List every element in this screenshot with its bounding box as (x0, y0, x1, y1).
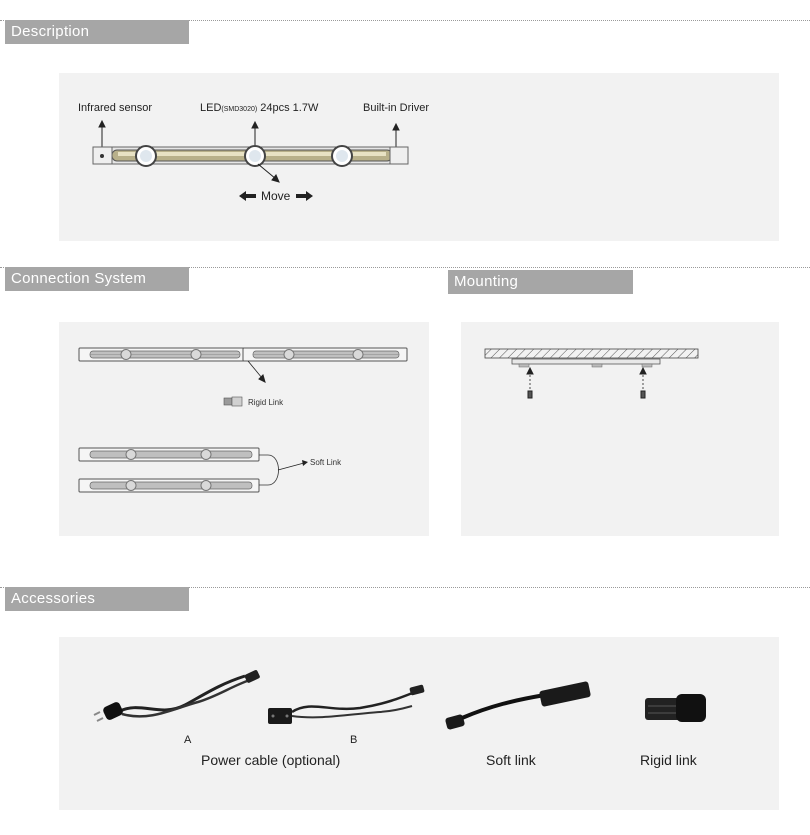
infrared-sensor-label: Infrared sensor (78, 102, 152, 114)
accessory-a-label: A (184, 734, 192, 746)
led-model: (SMD3020) (221, 106, 258, 113)
power-cable-a (94, 669, 260, 721)
built-in-driver-label: Built-in Driver (363, 102, 430, 114)
rigid-link-accessory-label: Rigid link (640, 752, 697, 768)
plug-a (94, 701, 124, 721)
rigid-link-label: Rigid Link (248, 398, 284, 407)
power-cable-label: Power cable (optional) (201, 752, 341, 768)
accessories-header: Accessories (5, 587, 189, 611)
accessory-b-label: B (350, 734, 358, 746)
description-header: Description (5, 20, 189, 44)
soft-link-accessory (445, 681, 591, 730)
power-cable-b (268, 684, 425, 724)
soft-link-label: Soft Link (310, 458, 342, 467)
move-label: Move (261, 189, 291, 203)
connection-header: Connection System (5, 267, 189, 291)
led-suffix: 24pcs 1.7W (257, 102, 319, 114)
rigid-link-accessory (645, 694, 706, 722)
mounting-header: Mounting (448, 270, 633, 294)
led-prefix: LED (200, 102, 222, 114)
soft-link-accessory-label: Soft link (486, 752, 536, 768)
